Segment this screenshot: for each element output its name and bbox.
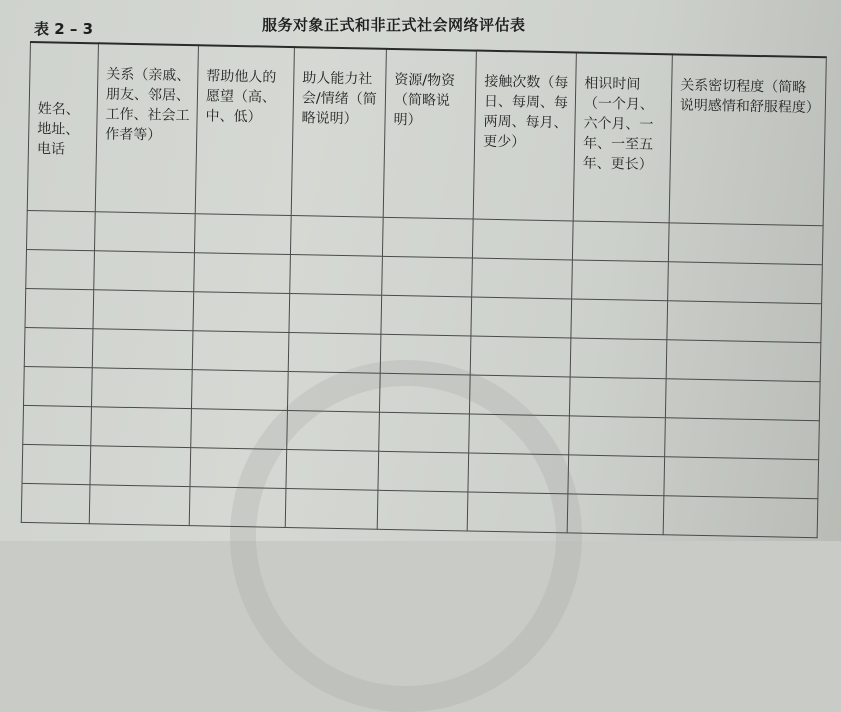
table-cell[interactable] xyxy=(190,447,287,488)
table-cell[interactable] xyxy=(467,491,568,532)
table-cell[interactable] xyxy=(289,293,382,334)
table-body xyxy=(21,210,823,537)
table-cell[interactable] xyxy=(22,444,91,484)
table-cell[interactable] xyxy=(286,449,379,490)
table-cell[interactable] xyxy=(94,250,195,291)
table-cell[interactable] xyxy=(382,256,473,297)
table-cell[interactable] xyxy=(94,211,195,252)
table-cell[interactable] xyxy=(572,259,669,300)
table-cell[interactable] xyxy=(472,219,573,260)
table-cell[interactable] xyxy=(192,330,289,371)
table-cell[interactable] xyxy=(468,452,569,493)
table-cell[interactable] xyxy=(663,495,818,537)
table-cell[interactable] xyxy=(25,288,94,328)
column-header-closeness: 关系密切程度（简略说明感情和舒服程度） xyxy=(669,54,826,225)
assessment-table xyxy=(21,41,827,538)
table-cell[interactable] xyxy=(90,445,191,486)
column-header-relationship: 关系（亲戚、朋友、邻居、工作、社会工作者等） xyxy=(95,43,198,213)
table-cell[interactable] xyxy=(24,327,93,367)
table-cell[interactable] xyxy=(470,336,571,377)
table-cell[interactable] xyxy=(571,298,668,339)
table-cell[interactable] xyxy=(378,451,469,492)
table-cell[interactable] xyxy=(568,454,665,495)
table-cell[interactable] xyxy=(667,300,822,342)
table-cell[interactable] xyxy=(93,289,194,330)
table-cell[interactable] xyxy=(191,408,288,449)
table-cell[interactable] xyxy=(290,254,383,295)
table-cell[interactable] xyxy=(89,484,190,525)
table-title: 服务对象正式和非正式社会网络评估表 xyxy=(262,16,526,34)
column-header-name: 姓名、地址、电话 xyxy=(27,42,98,211)
table-cell[interactable] xyxy=(572,220,669,261)
table-cell[interactable] xyxy=(189,486,286,527)
table-cell[interactable] xyxy=(191,369,288,410)
table-cell[interactable] xyxy=(472,258,573,299)
table-cell[interactable] xyxy=(471,297,572,338)
table-cell[interactable] xyxy=(21,483,90,523)
table-cell[interactable] xyxy=(469,414,570,455)
column-header-willingness: 帮助他人的愿望（高、中、低） xyxy=(195,45,294,215)
table-cell[interactable] xyxy=(193,291,290,332)
table-cell[interactable] xyxy=(469,375,570,416)
table-cell[interactable] xyxy=(379,373,470,414)
table-cell[interactable] xyxy=(379,412,470,453)
table-cell[interactable] xyxy=(664,456,819,498)
assessment-table-container xyxy=(20,41,825,556)
table-cell[interactable] xyxy=(92,328,193,369)
table-cell[interactable] xyxy=(668,222,823,264)
table-cell[interactable] xyxy=(570,337,667,378)
table-cell[interactable] xyxy=(665,417,820,459)
table-cell[interactable] xyxy=(24,366,93,406)
table-cell[interactable] xyxy=(91,367,192,408)
table-cell[interactable] xyxy=(382,217,473,258)
table-cell[interactable] xyxy=(377,490,468,531)
table-cell[interactable] xyxy=(569,376,666,417)
column-header-resources: 资源/物资（简略说明） xyxy=(383,49,476,219)
table-cell[interactable] xyxy=(26,249,95,289)
table-cell[interactable] xyxy=(666,339,821,381)
table-cell[interactable] xyxy=(287,410,380,451)
table-cell[interactable] xyxy=(27,210,96,250)
column-header-ability: 助人能力社会/情绪（简略说明） xyxy=(291,47,386,217)
table-cell[interactable] xyxy=(380,334,471,375)
table-cell[interactable] xyxy=(668,261,823,303)
table-header-row xyxy=(27,42,826,225)
table-cell[interactable] xyxy=(23,405,92,445)
table-cell[interactable] xyxy=(569,415,666,456)
table-cell[interactable] xyxy=(287,371,380,412)
table-cell[interactable] xyxy=(194,252,291,293)
table-cell[interactable] xyxy=(290,215,383,256)
table-cell[interactable] xyxy=(665,378,820,420)
table-label: 表 2 – 3 xyxy=(34,20,94,38)
column-header-acquaintance-time: 相识时间（一个月、六个月、一年、一至五年、更长） xyxy=(573,52,672,222)
table-cell[interactable] xyxy=(91,406,192,447)
table-cell[interactable] xyxy=(381,295,472,336)
table-cell[interactable] xyxy=(288,332,381,373)
column-header-contact-frequency: 接触次数（每日、每周、每两周、每月、更少） xyxy=(473,51,576,221)
table-cell[interactable] xyxy=(567,493,664,534)
table-cell[interactable] xyxy=(285,488,378,529)
table-cell[interactable] xyxy=(194,213,291,254)
